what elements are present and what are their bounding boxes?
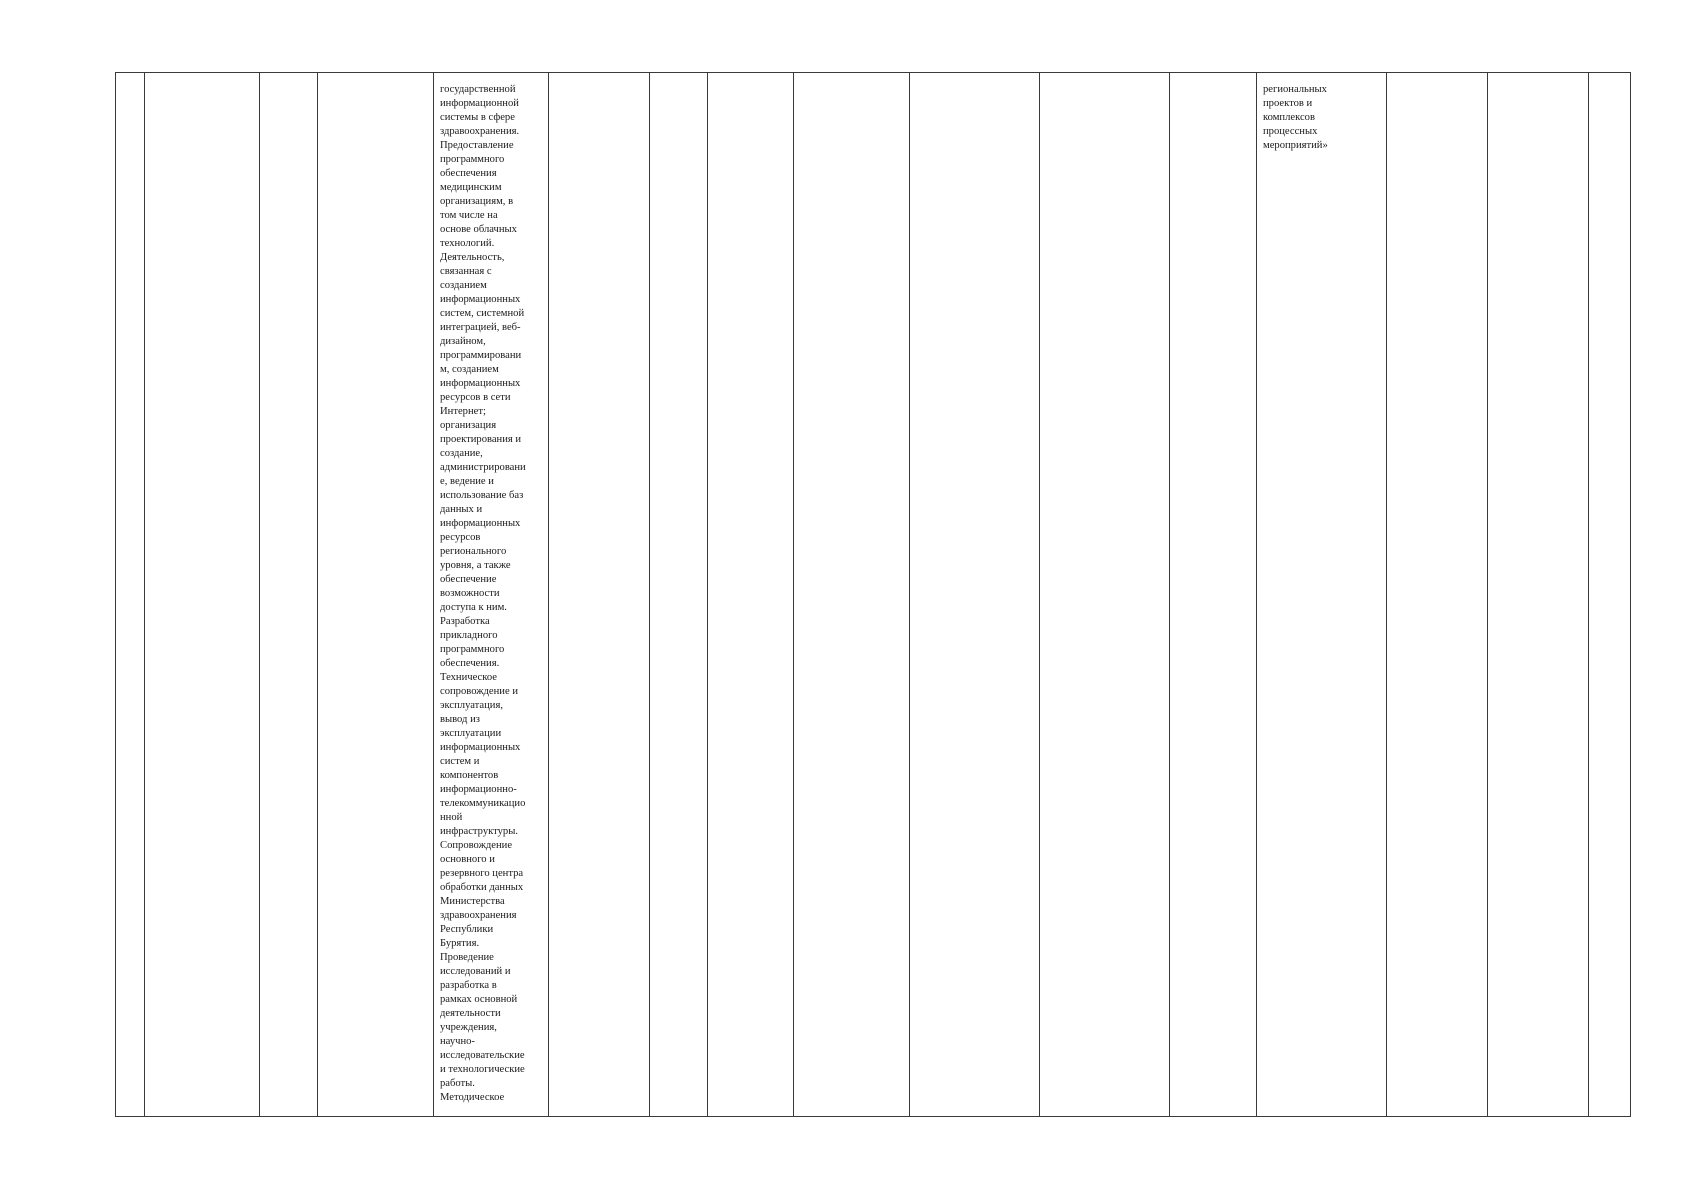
table-cell-14 <box>1387 73 1488 1117</box>
table-cell-16 <box>1589 73 1631 1117</box>
table-cell-3 <box>260 73 318 1117</box>
table-cell-1 <box>116 73 145 1117</box>
table-row <box>116 73 1631 1117</box>
table-cell-10 <box>910 73 1040 1117</box>
table-cell-9 <box>794 73 910 1117</box>
table-cell-4 <box>318 73 434 1117</box>
table-cell-8 <box>708 73 794 1117</box>
table-cell-6 <box>549 73 650 1117</box>
table-cell-11 <box>1040 73 1170 1117</box>
document-table <box>115 72 1631 1117</box>
table-cell-7 <box>650 73 708 1117</box>
table-cell-15 <box>1488 73 1589 1117</box>
table-cell-regional-projects: региональных проектов и комплексов процессных мероприятий» <box>1257 73 1387 1117</box>
table-cell-2 <box>145 73 260 1117</box>
table-cell-12 <box>1170 73 1257 1117</box>
table-cell-activity-description: государственной информационной системы в сфере здравоохранения. Предоставление программного обеспечения медицинским организациям, в том числе на основе облачных технологий. Деятельность, связанная с созданием информационных систем, системной интеграцией, веб- дизайном, программировани м, созданием информационных ресурсов в сети Интернет; организация проектирования и создание, администрировани е, ведение и использование баз данных и информационных ресурсов регионального уровня, а также обеспечение возможности доступа к ним. Разработка прикладного программного обеспечения. Техническое сопровождение и эксплуатация, вывод из эксплуатации информационных систем и компонентов информационно- телекоммуникацио нной инфраструктуры. Сопровождение основного и резервного центра обработки данных Министерства здравоохранения Республики Бурятия. Проведение исследований и разработка в рамках основной деятельности учреждения, научно- исследовательские и технологические работы. Методическое <box>434 73 549 1117</box>
